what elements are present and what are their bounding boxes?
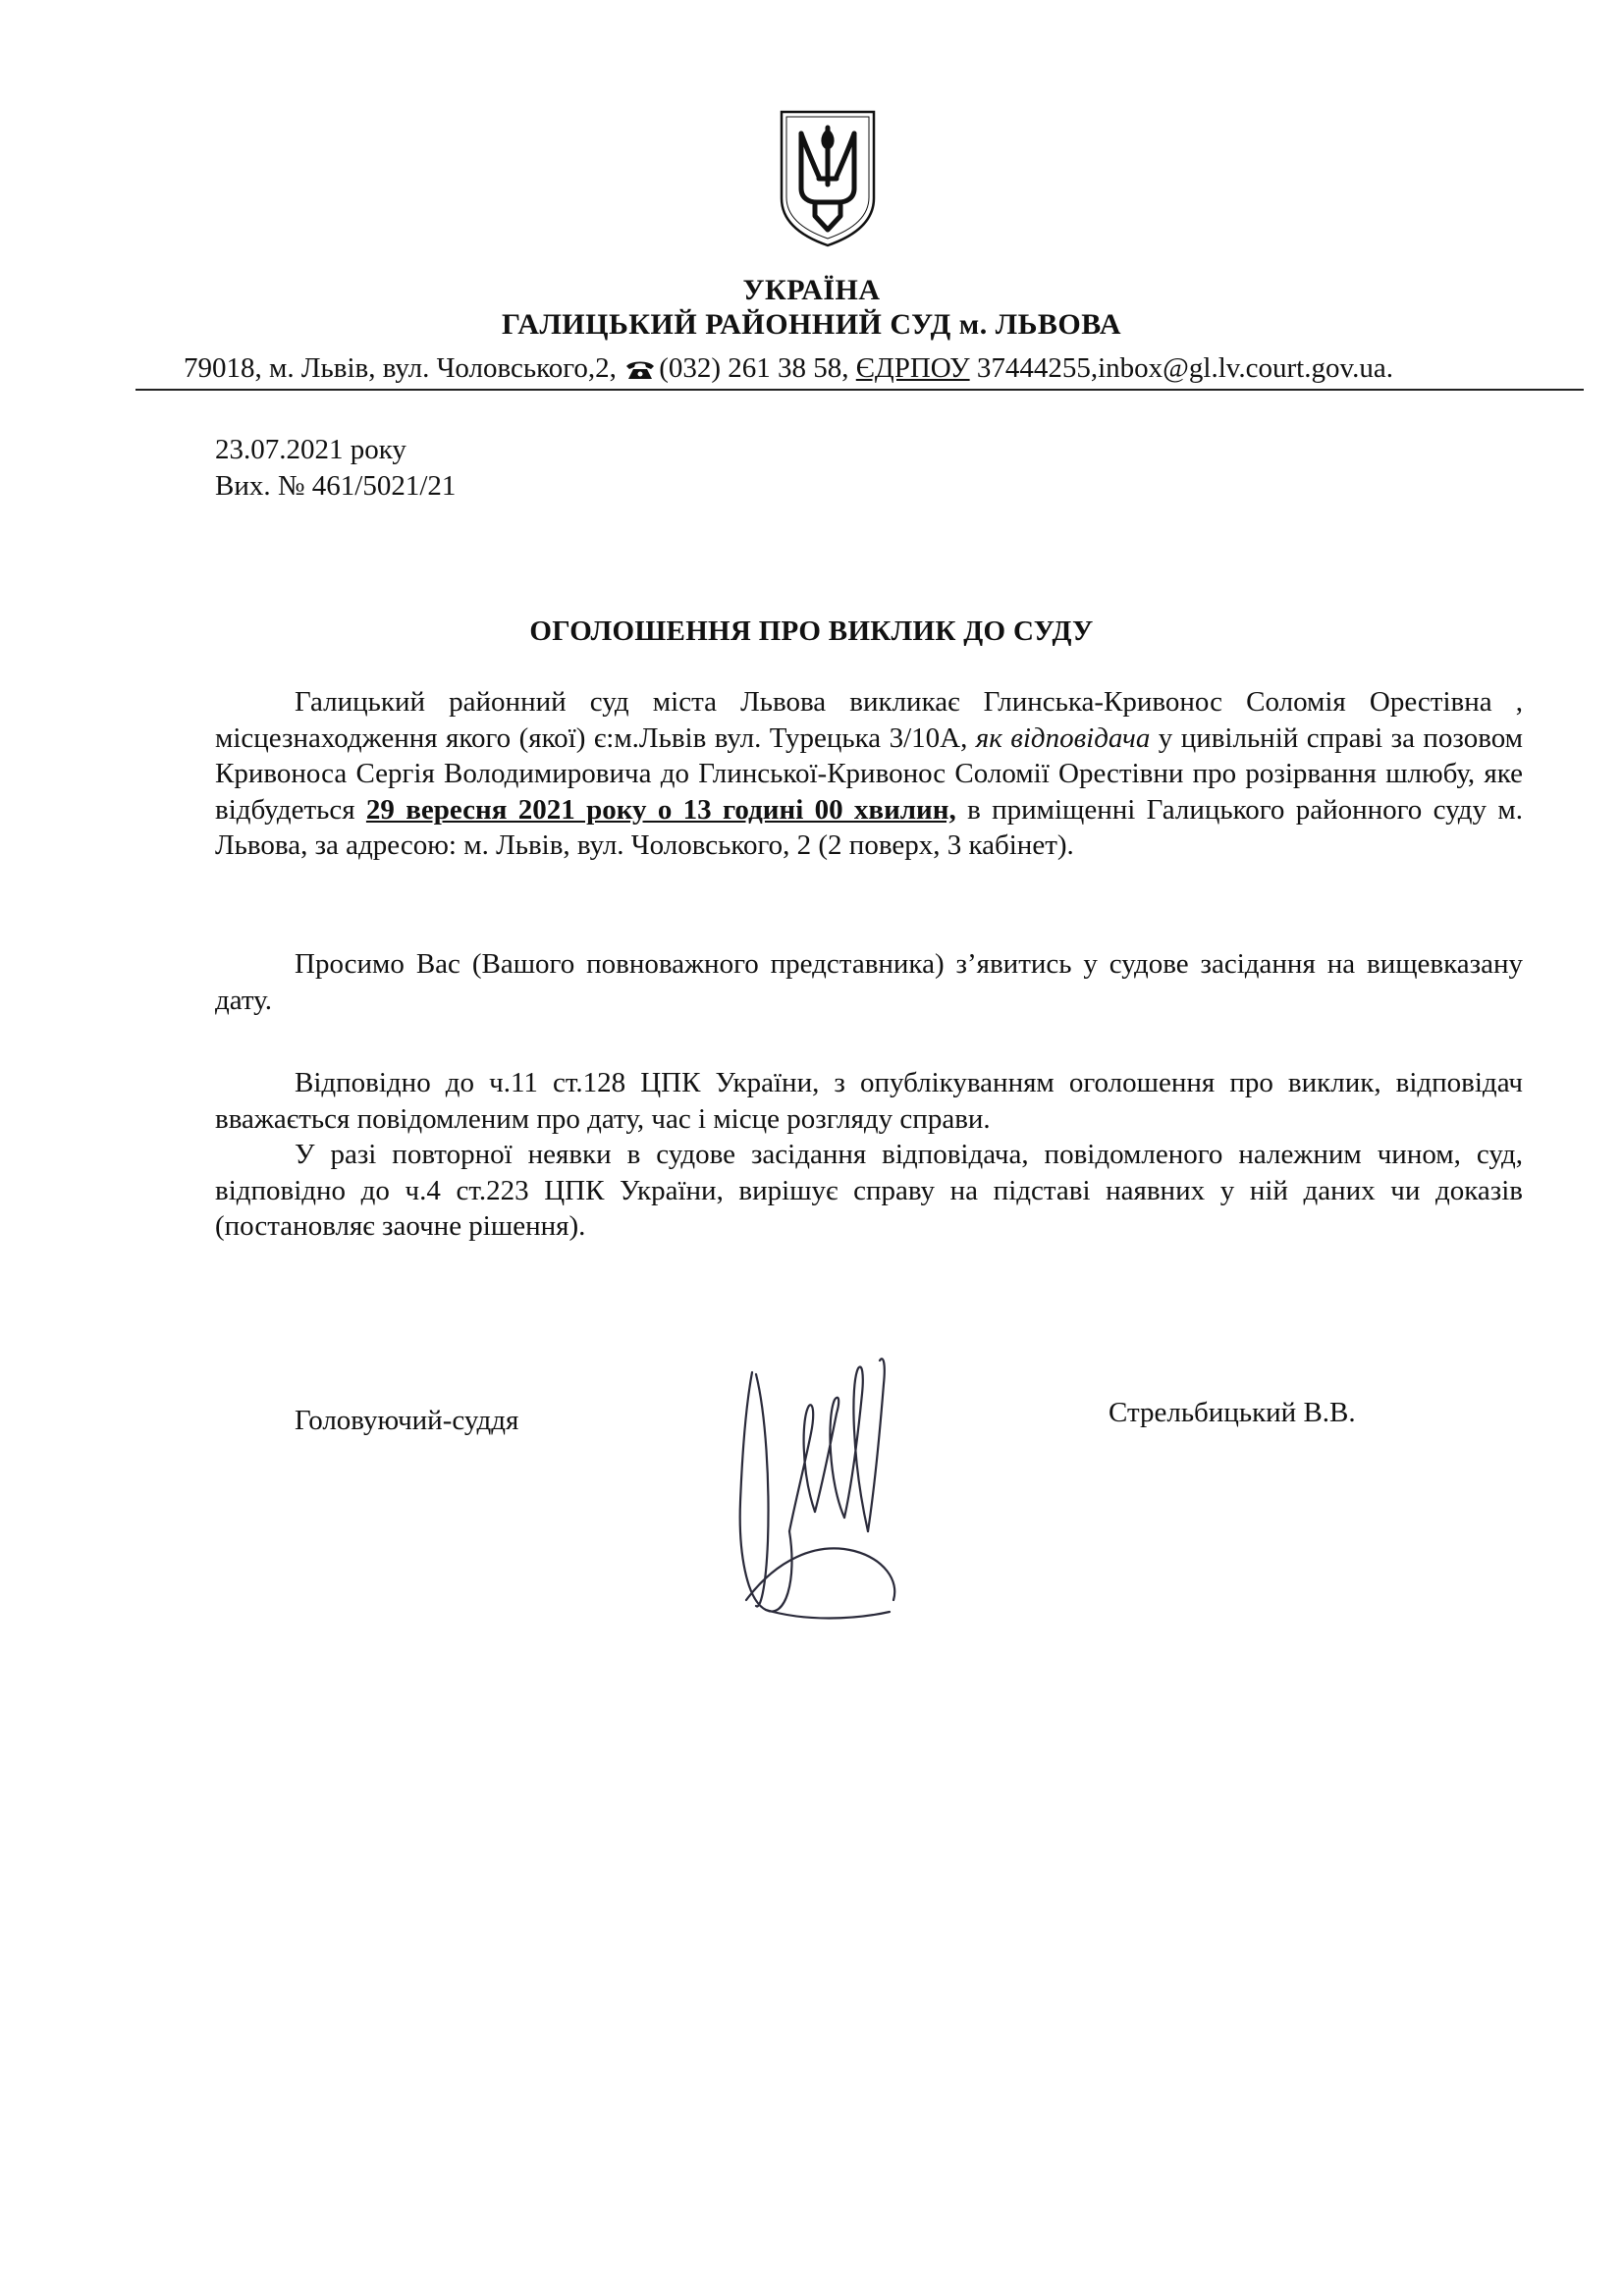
- document-date: 23.07.2021 року: [215, 434, 406, 465]
- court-phone: (032) 261 38 58,: [659, 352, 849, 384]
- document-title: ОГОЛОШЕННЯ ПРО ВИКЛИК ДО СУДУ: [529, 615, 1094, 647]
- summons-text-part3: в приміщенні Галицького районного суду м. Львова, за адресою: м. Львів, вул. Чоловського, 2 (2 поверх, 3 кабінет).: [215, 793, 1523, 861]
- country-heading: УКРАЇНА: [742, 274, 881, 306]
- default-judgment-text: У разі повторної неявки в судове засідання відповідача, повідомленого належним чином, суд, відповідно до ч.4 ст.223 ЦПК України, вирішує справу на підставі наявних у ній даних чи доказів (постановляє заочне рішення).: [215, 1139, 1523, 1242]
- signatory-role: Головуючий-суддя: [295, 1405, 519, 1436]
- summons-text-part1: Галицький районний суд міста Львова викликає Глинська-Кривонос Соломія Орестівна , місцезнаходження якого (якої) є:м.Львів вул. Турецька 3/10А,: [215, 686, 1523, 754]
- telephone-icon: [625, 353, 655, 375]
- legal-basis-paragraph: [215, 1065, 1523, 1137]
- court-address-line: [184, 350, 1393, 386]
- defendant-role: як відповідача: [975, 721, 1151, 754]
- coat-of-arms-trident-icon: [778, 108, 878, 249]
- request-text: Просимо Вас (Вашого повноважного представника) з’явитись у судове засідання на вищевказану дату.: [215, 948, 1523, 1016]
- court-address: 79018, м. Львів, вул. Чоловського,2,: [184, 352, 617, 384]
- signatory-name: Стрельбицький В.В.: [1109, 1397, 1356, 1428]
- summons-paragraph: [215, 684, 1523, 864]
- edrpou-and-email: 37444255,inbox@gl.lv.court.gov.ua.: [969, 352, 1393, 384]
- outgoing-number: Вих. № 461/5021/21: [215, 470, 457, 502]
- default-judgment-paragraph: [215, 1137, 1523, 1245]
- hearing-datetime: 29 вересня 2021 року о 13 годині 00 хвилин,: [365, 793, 956, 826]
- legal-basis-text: Відповідно до ч.11 ст.128 ЦПК України, з опублікуванням оголошення про виклик, відповідач вважається повідомленим про дату, час і місце розгляду справи.: [215, 1067, 1523, 1135]
- request-paragraph: [215, 946, 1523, 1018]
- court-name-heading: ГАЛИЦЬКИЙ РАЙОННИЙ СУД м. ЛЬВОВА: [501, 308, 1122, 341]
- handwritten-signature: [707, 1315, 913, 1639]
- edrpou-label: ЄДРПОУ: [855, 352, 970, 384]
- summons-text-part2: у цивільній справі за позовом Кривоноса Сергія Володимировича до Глинської-Кривонос Соломії Орестівни про розірвання шлюбу, яке відбудеться: [215, 721, 1523, 826]
